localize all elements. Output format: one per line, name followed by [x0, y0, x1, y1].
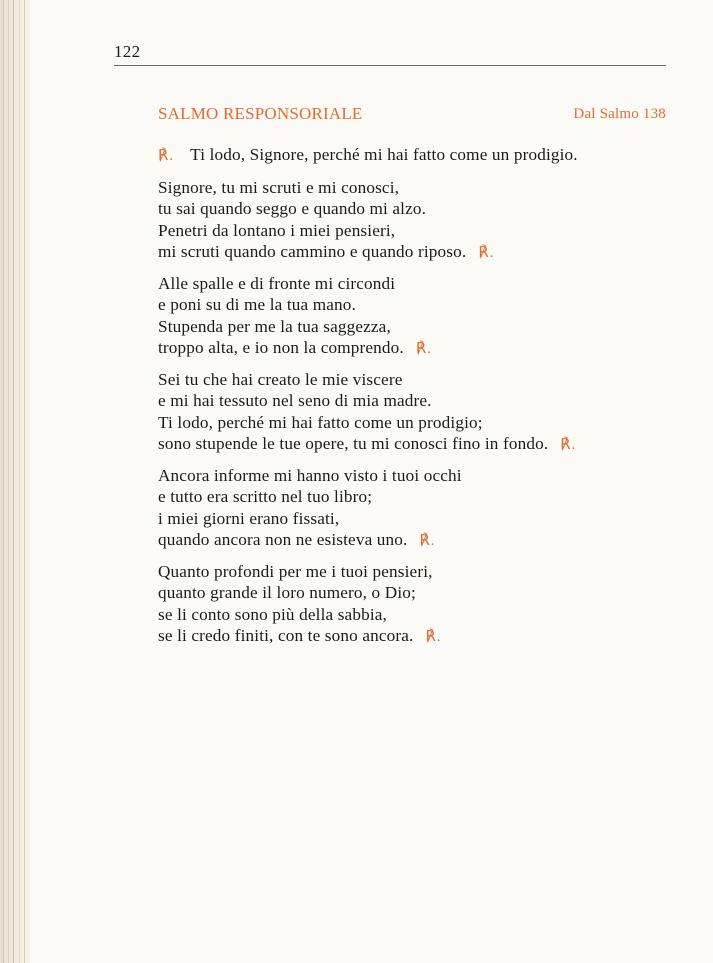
verse-line-text: se li credo finiti, con te sono ancora. — [158, 626, 414, 645]
verse-line: Signore, tu mi scruti e mi conosci, — [158, 177, 400, 197]
verse-line: e tutto era scritto nel tuo libro; — [158, 487, 373, 506]
verse-line: e poni su di me la tua mano. — [158, 295, 356, 314]
verse-line: Alle spalle e di fronte mi circondi — [158, 273, 396, 293]
verse-line: Sei tu che hai creato le mie viscere — [158, 369, 403, 389]
verse-line-text: mi scruti quando cammino e quando riposo. — [158, 242, 467, 261]
verse-line: tu sai quando seggo e quando mi alzo. — [158, 199, 427, 218]
verse-line-last — [158, 337, 658, 361]
response-mark: ℟. — [560, 437, 577, 453]
book-page-edge — [0, 0, 30, 963]
verse-line-last — [158, 241, 658, 265]
verse-line: Ti lodo, perché mi hai fatto come un prodigio; — [158, 412, 483, 432]
response-mark: ℟. — [425, 629, 442, 645]
verse-line-last — [158, 433, 658, 457]
stanza — [158, 177, 658, 265]
verse-line-text: troppo alta, e io non la comprendo. — [158, 338, 404, 357]
refrain — [158, 144, 658, 168]
response-mark: ℟. — [158, 148, 175, 164]
verse-line: Ancora informe mi hanno visto i tuoi occhi — [158, 465, 462, 485]
stanza — [158, 561, 658, 649]
verse-line: i miei giorni erano fissati, — [158, 508, 340, 528]
verse-line: Penetri da lontano i miei pensieri, — [158, 220, 396, 240]
verse-line: Stupenda per me la tua saggezza, — [158, 316, 391, 336]
page-number: 122 — [114, 42, 141, 61]
verse-line-text: quando ancora non ne esisteva uno. — [158, 530, 408, 549]
psalm-text — [158, 144, 658, 657]
section-title: SALMO RESPONSORIALE — [158, 104, 363, 123]
response-mark: ℟. — [478, 245, 495, 261]
verse-line: e mi hai tessuto nel seno di mia madre. — [158, 391, 432, 410]
verse-line: quanto grande il loro numero, o Dio; — [158, 583, 416, 602]
header-rule — [114, 65, 666, 66]
psalm-source: Dal Salmo 138 — [573, 106, 666, 122]
stanza — [158, 465, 658, 553]
stanza — [158, 273, 658, 361]
verse-line-text: sono stupende le tue opere, tu mi conosci fino in fondo. — [158, 434, 549, 453]
response-mark: ℟. — [419, 533, 436, 549]
verse-line: Quanto profondi per me i tuoi pensieri, — [158, 561, 433, 581]
verse-line-last — [158, 625, 658, 649]
stanza — [158, 369, 658, 457]
verse-line: se li conto sono più della sabbia, — [158, 604, 387, 624]
verse-line-last — [158, 529, 658, 553]
response-mark: ℟. — [415, 341, 432, 357]
refrain-text: Ti lodo, Signore, perché mi hai fatto come un prodigio. — [190, 145, 578, 164]
